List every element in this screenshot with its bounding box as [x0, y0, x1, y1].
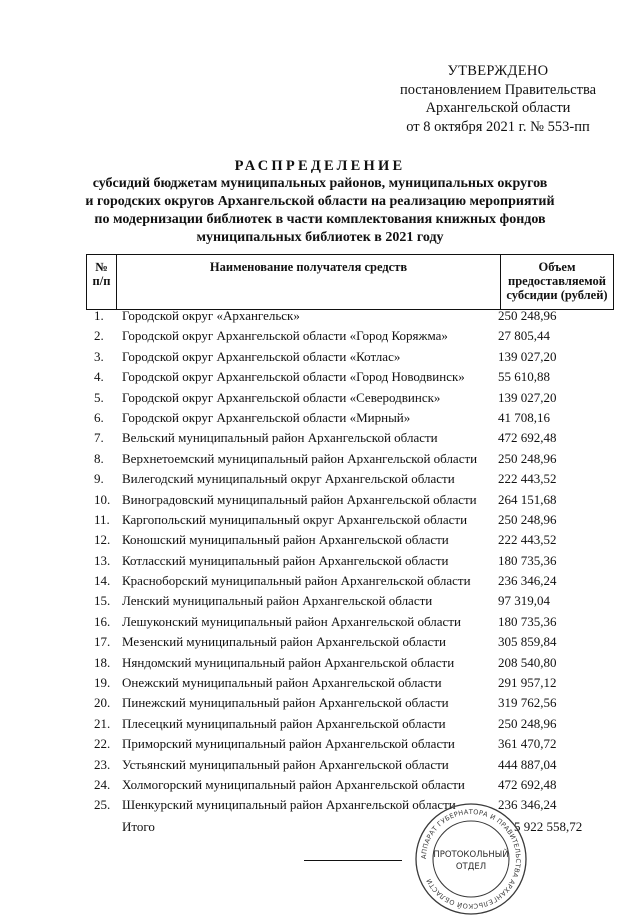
- row-number: 21.: [94, 715, 111, 731]
- row-amount: 27 805,44: [498, 328, 550, 344]
- table-row: [86, 693, 616, 713]
- row-amount: 291 957,12: [498, 675, 557, 691]
- row-number: 15.: [94, 593, 111, 609]
- row-amount: 55 610,88: [498, 369, 550, 385]
- row-number: 22.: [94, 736, 111, 752]
- row-recipient: Городской округ Архангельской области «Город Коряжма»: [122, 328, 448, 344]
- title-heading: РАСПРЕДЕЛЕНИЕ: [234, 158, 406, 174]
- row-recipient: Шенкурский муниципальный район Архангельской области: [122, 797, 456, 813]
- row-recipient: Коношский муниципальный район Архангельской области: [122, 532, 449, 548]
- approved-label: УТВЕРЖДЕНО: [447, 63, 549, 79]
- title-line-3: по модернизации библиотек в части комплектования книжных фондов: [94, 212, 546, 227]
- row-recipient: Городской округ Архангельской области «Мирный»: [122, 409, 411, 425]
- row-amount: 236 346,24: [498, 573, 557, 589]
- row-amount: 222 443,52: [498, 532, 557, 548]
- row-recipient: Городской округ Архангельской области «Город Новодвинск»: [122, 369, 465, 385]
- row-amount: 472 692,48: [498, 776, 557, 792]
- protocol-department-stamp: [414, 802, 528, 916]
- document-title: [80, 157, 560, 247]
- row-number: 23.: [94, 756, 111, 772]
- row-amount: 250 248,96: [498, 308, 557, 323]
- row-number: 1.: [94, 308, 104, 323]
- total-amount: 5 922 558,72: [514, 818, 583, 834]
- row-number: 6.: [94, 409, 104, 425]
- row-recipient: Каргопольский муниципальный округ Архангельской области: [122, 511, 468, 527]
- table-row: [86, 510, 616, 530]
- table-row: [86, 612, 616, 632]
- title-line-4: муниципальных библиотек в 2021 году: [196, 230, 444, 245]
- total-row: [86, 816, 616, 838]
- row-number: 16.: [94, 613, 111, 629]
- row-recipient: Мезенский муниципальный район Архангельской области: [122, 634, 446, 650]
- stamp-center-line-2: ОТДЕЛ: [455, 862, 487, 872]
- approval-line-2: Архангельской области: [425, 100, 571, 116]
- stamp-center-line-1: ПРОТОКОЛЬНЫЙ: [433, 850, 509, 860]
- row-number: 17.: [94, 634, 111, 650]
- row-amount: 222 443,52: [498, 471, 557, 487]
- row-number: 3.: [94, 348, 104, 364]
- row-amount: 139 027,20: [498, 389, 557, 405]
- row-amount: 236 346,24: [498, 797, 557, 813]
- row-number: 14.: [94, 573, 111, 589]
- row-number: 25.: [94, 797, 111, 813]
- row-number: 2.: [94, 328, 104, 344]
- row-recipient: Онежский муниципальный район Архангельской области: [122, 675, 442, 691]
- row-recipient: Городской округ Архангельской области «Котлас»: [122, 348, 401, 364]
- header-amount: [501, 255, 613, 309]
- approval-block: [388, 62, 608, 136]
- table-row: [86, 367, 616, 387]
- row-recipient: Приморский муниципальный район Архангельской области: [122, 736, 455, 752]
- row-recipient: Устьянский муниципальный район Архангельской области: [122, 756, 449, 772]
- row-recipient: Красноборский муниципальный район Архангельской области: [122, 573, 471, 589]
- approval-line-3: от 8 октября 2021 г. № 553-пп: [406, 118, 590, 135]
- row-number: 18.: [94, 654, 111, 670]
- row-amount: 250 248,96: [498, 450, 557, 466]
- row-recipient: Городской округ «Архангельск»: [122, 308, 300, 323]
- row-amount: 472 692,48: [498, 430, 557, 446]
- table-row: [86, 469, 616, 489]
- table-row: [86, 326, 616, 346]
- row-amount: 250 248,96: [498, 511, 557, 527]
- header-recipient: Наименование получателя средств: [117, 255, 501, 309]
- row-amount: 444 887,04: [498, 756, 557, 772]
- table-row: [86, 653, 616, 673]
- row-amount: 319 762,56: [498, 695, 557, 711]
- header-amount-line-1: Объем: [538, 260, 576, 274]
- row-amount: 264 151,68: [498, 491, 557, 507]
- table-row: [86, 714, 616, 734]
- row-recipient: Плесецкий муниципальный район Архангельской области: [122, 715, 446, 731]
- table-row: [86, 428, 616, 448]
- row-number: 12.: [94, 532, 111, 548]
- row-recipient: Котласский муниципальный район Архангельской области: [122, 552, 449, 568]
- title-line-1: субсидий бюджетам муниципальных районов, муниципальных округов: [92, 176, 548, 191]
- table-row: [86, 571, 616, 591]
- table-row: [86, 673, 616, 693]
- table-body: [86, 306, 616, 838]
- table-row: [86, 490, 616, 510]
- signature-line: [304, 860, 402, 861]
- table-row: [86, 347, 616, 367]
- total-label: Итого: [122, 818, 155, 834]
- row-recipient: Виноградовский муниципальный район Архангельской области: [122, 491, 477, 507]
- row-number: 20.: [94, 695, 111, 711]
- header-number-line-1: №: [95, 260, 108, 274]
- row-amount: 97 319,04: [498, 593, 550, 609]
- row-recipient: Верхнетоемский муниципальный район Архангельской области: [122, 450, 478, 466]
- approval-line-1: постановлением Правительства: [399, 81, 597, 98]
- stamp-ring-text: АППАРАТ ГУБЕРНАТОРА И ПРАВИТЕЛЬСТВА АРХАНГЕЛЬСКОЙ ОБЛАСТИ: [419, 807, 523, 911]
- table-row: [86, 795, 616, 815]
- row-number: 7.: [94, 430, 104, 446]
- row-recipient: Вилегодский муниципальный округ Архангельской области: [122, 471, 455, 487]
- header-number: [87, 255, 117, 309]
- row-number: 9.: [94, 471, 104, 487]
- row-number: 19.: [94, 675, 111, 691]
- row-number: 8.: [94, 450, 104, 466]
- table-row: [86, 591, 616, 611]
- row-recipient: Городской округ Архангельской области «Северодвинск»: [122, 389, 441, 405]
- table-row: [86, 551, 616, 571]
- row-number: 5.: [94, 389, 104, 405]
- row-number: 11.: [94, 511, 110, 527]
- row-recipient: Лешуконский муниципальный район Архангельской области: [122, 613, 461, 629]
- row-number: 4.: [94, 369, 104, 385]
- header-amount-line-2: предоставляемой: [508, 274, 606, 288]
- row-recipient: Холмогорский муниципальный район Архангельской области: [122, 776, 465, 792]
- table-row: [86, 530, 616, 550]
- row-amount: 180 735,36: [498, 613, 557, 629]
- row-amount: 305 859,84: [498, 634, 557, 650]
- table-row: [86, 408, 616, 428]
- table-row: [86, 734, 616, 754]
- row-recipient: Вельский муниципальный район Архангельской области: [122, 430, 438, 446]
- row-recipient: Няндомский муниципальный район Архангельской области: [122, 654, 455, 670]
- row-number: 10.: [94, 491, 111, 507]
- table-row: [86, 306, 616, 326]
- table-header: [86, 254, 614, 310]
- row-amount: 361 470,72: [498, 736, 557, 752]
- row-recipient: Пинежский муниципальный район Архангельской области: [122, 695, 449, 711]
- row-recipient: Ленский муниципальный район Архангельской области: [122, 593, 433, 609]
- row-amount: 250 248,96: [498, 715, 557, 731]
- table-row: [86, 388, 616, 408]
- table-row: [86, 632, 616, 652]
- header-number-line-2: п/п: [92, 274, 111, 288]
- title-line-2: и городских округов Архангельской области на реализацию мероприятий: [85, 194, 555, 209]
- row-amount: 208 540,80: [498, 654, 557, 670]
- row-amount: 139 027,20: [498, 348, 557, 364]
- row-number: 13.: [94, 552, 111, 568]
- row-number: 24.: [94, 776, 111, 792]
- table-row: [86, 775, 616, 795]
- row-amount: 41 708,16: [498, 409, 550, 425]
- table-row: [86, 755, 616, 775]
- row-amount: 180 735,36: [498, 552, 557, 568]
- table-row: [86, 449, 616, 469]
- header-amount-line-3: субсидии (рублей): [506, 288, 608, 302]
